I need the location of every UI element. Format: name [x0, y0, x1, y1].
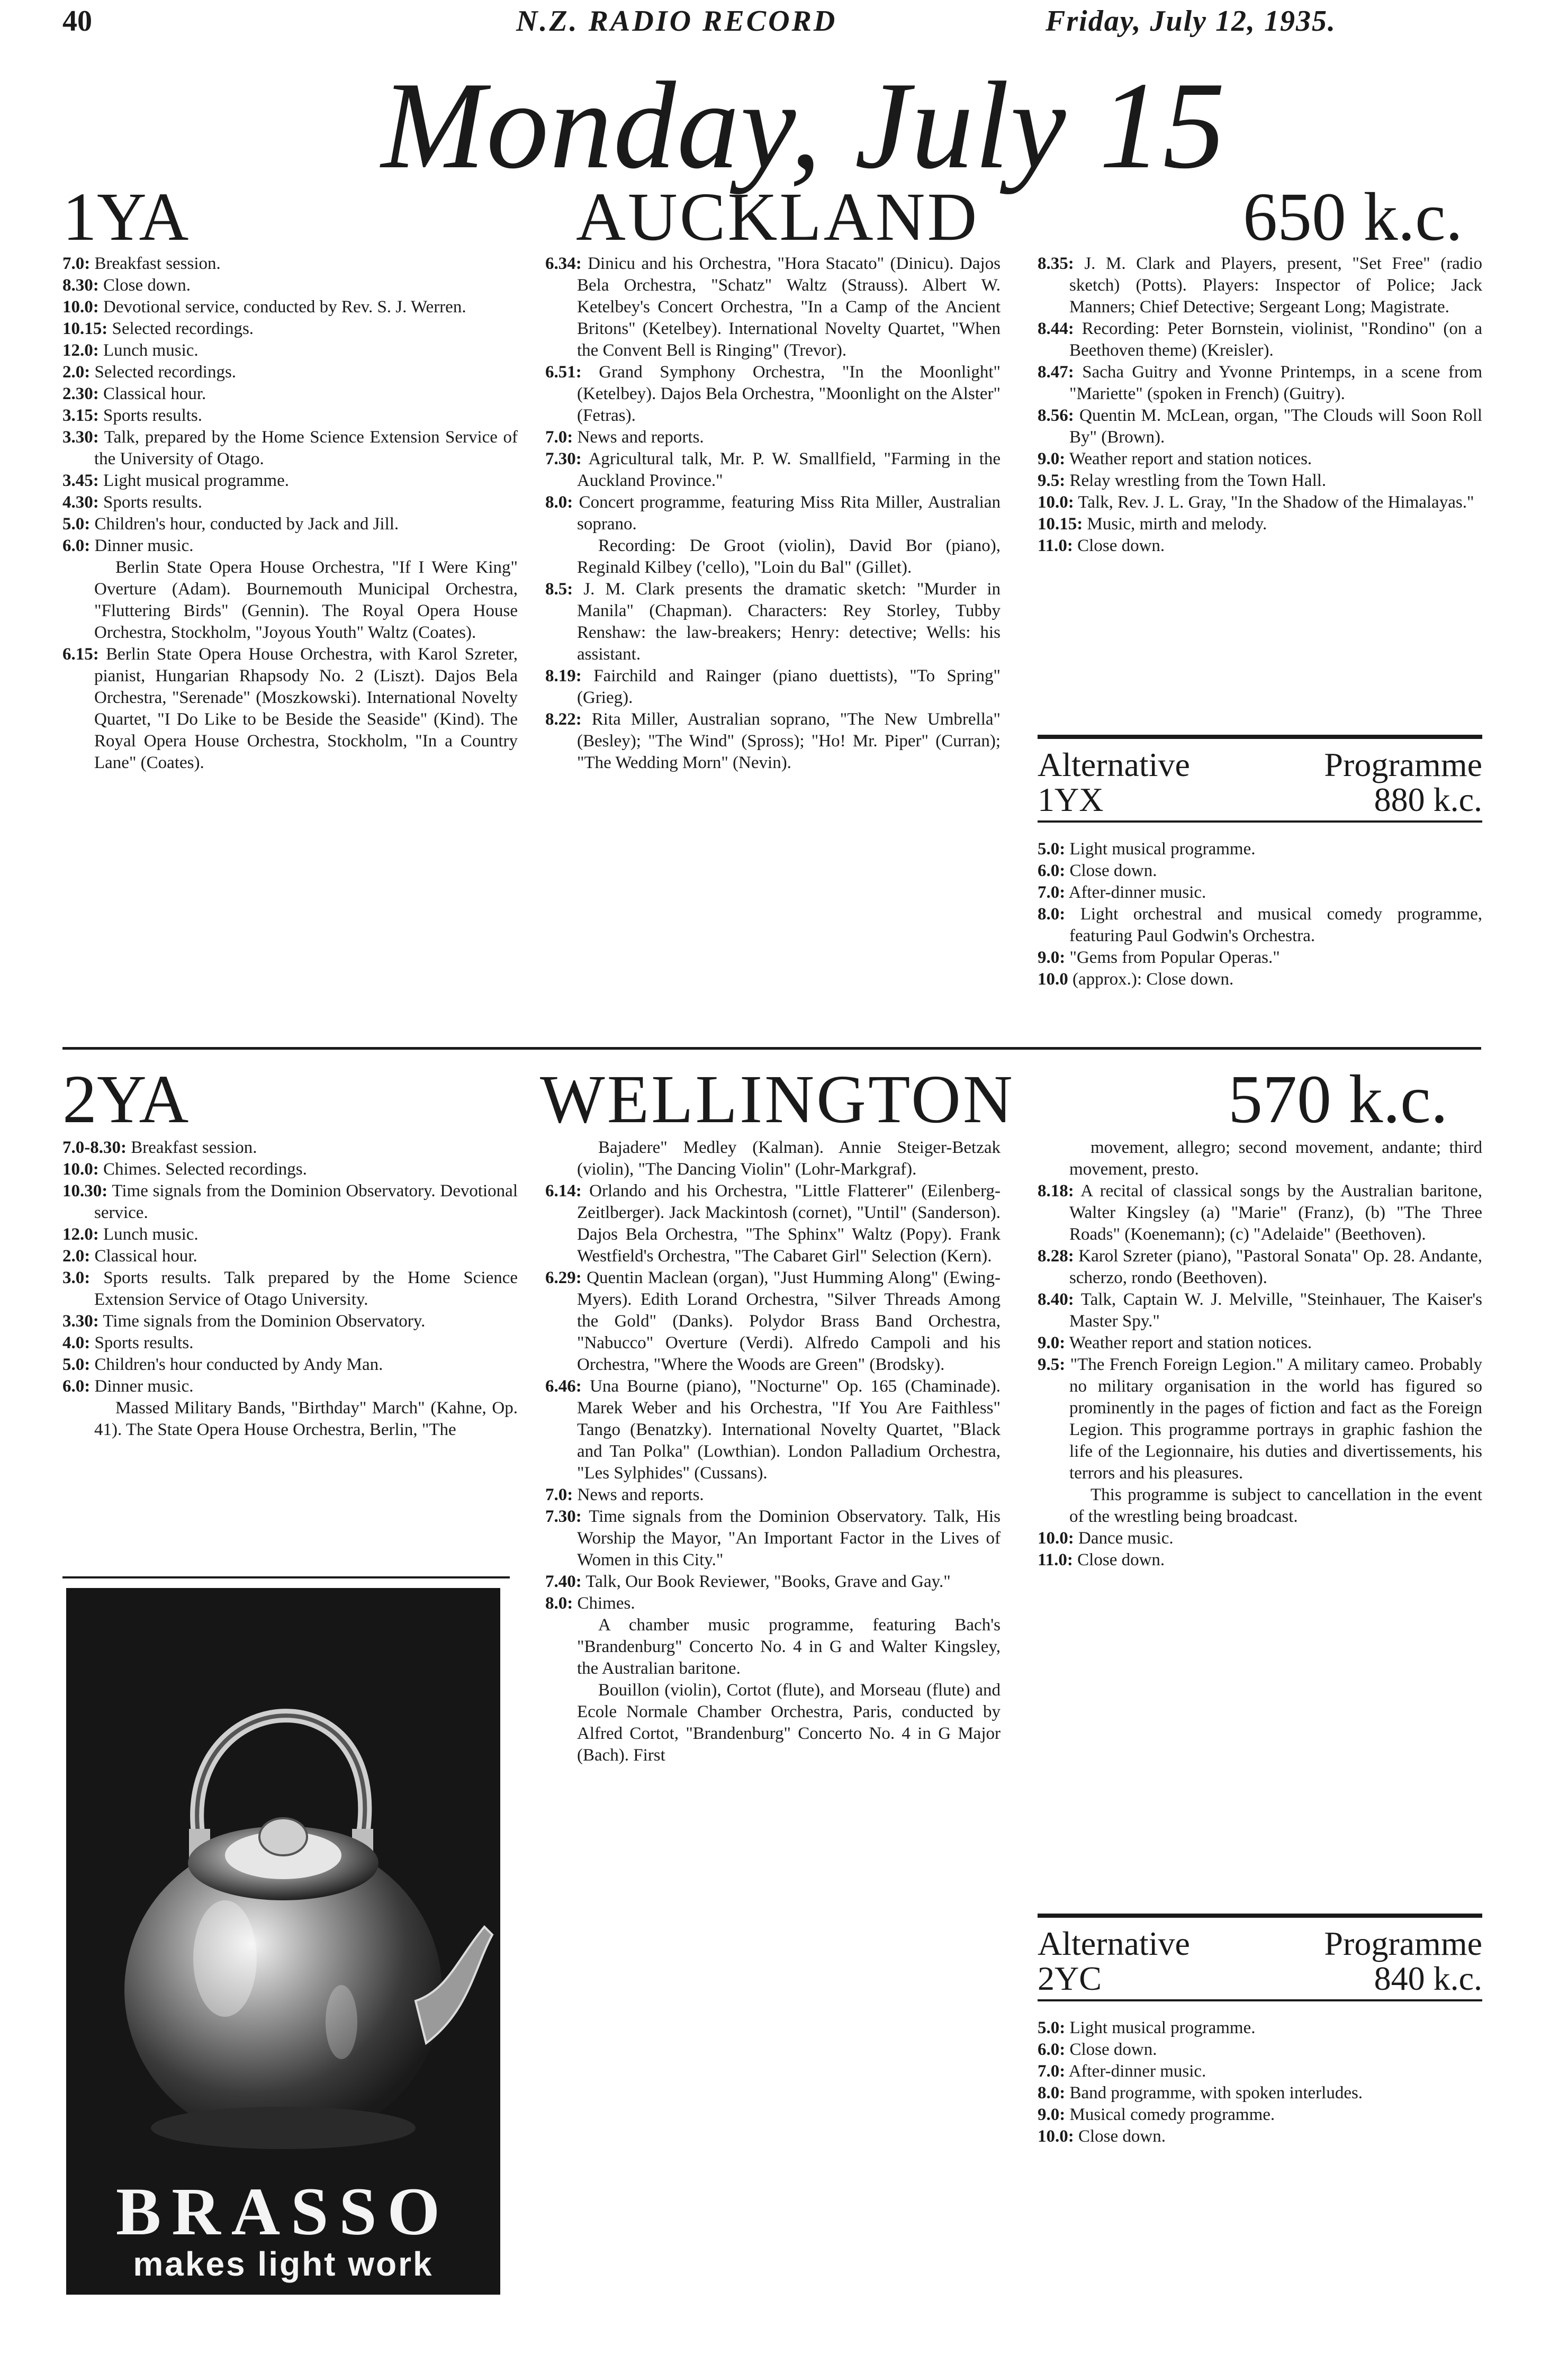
schedule-column-1ya-a	[62, 253, 518, 774]
entry-time: 10.0	[1038, 970, 1068, 989]
entry-text: Light orchestral and musical comedy programme, featuring Paul Godwin's Orchestra.	[1069, 905, 1482, 945]
schedule-column-2ya-a	[62, 1137, 518, 1441]
alt-label: Alternative	[1038, 1925, 1190, 1962]
schedule-entry	[1038, 513, 1482, 535]
schedule-entry	[62, 644, 518, 774]
entry-text: Dinner music.	[94, 536, 194, 555]
schedule-entry	[62, 275, 518, 296]
entry-text: Time signals from the Dominion Observatory. Talk, His Worship the Mayor, "An Important Factor in the Lives of Women in this City."	[577, 1507, 1001, 1569]
entry-time: 10.0:	[1038, 2127, 1074, 2146]
entry-text: Concert programme, featuring Miss Rita Miller, Australian soprano.	[577, 493, 1001, 534]
alt-frequency: 840 k.c.	[1374, 1960, 1482, 1997]
entry-text: Karol Szreter (piano), "Pastoral Sonata" Op. 28. Andante, scherzo, rondo (Beethoven).	[1069, 1247, 1482, 1287]
entry-text: Classical hour.	[103, 384, 206, 403]
entry-text: "Gems from Popular Operas."	[1069, 948, 1280, 967]
schedule-column-1ya-c	[1038, 253, 1482, 557]
entry-time: 10.15:	[62, 319, 108, 338]
station-city-auckland: AUCKLAND	[576, 179, 979, 255]
entry-time: 8.0:	[1038, 2083, 1066, 2103]
station-city-wellington: WELLINGTON	[540, 1061, 1015, 1138]
entry-text: Una Bourne (piano), "Nocturne" Op. 165 (Chaminade). Marek Weber and his Orchestra, "If You Are Faithless" Tango (Benatzky). International Novelty Quartet, "Black and Tan Polka" (Lowthian). London Palladium Orchestra, "Les Sylphides" (Cussans).	[577, 1377, 1001, 1483]
entry-time: 9.5:	[1038, 471, 1066, 490]
day-title: Monday, July 15	[381, 57, 1227, 195]
entry-text: Sports results.	[103, 493, 203, 512]
entry-time: 2.0:	[62, 1247, 91, 1266]
schedule-entry	[1038, 860, 1482, 882]
schedule-entry	[62, 253, 518, 275]
schedule-entry	[545, 1267, 1001, 1376]
entry-time: 8.0:	[545, 493, 573, 512]
schedule-entry	[62, 427, 518, 470]
entry-time: 2.30:	[62, 384, 99, 403]
entry-time: 3.45:	[62, 471, 99, 490]
entry-text: Time signals from the Dominion Observatory. Devotional service.	[94, 1181, 518, 1222]
schedule-entry	[545, 448, 1001, 492]
entry-time: 5.0:	[1038, 2018, 1066, 2037]
entry-time: 7.40:	[545, 1572, 582, 1591]
entry-time: 6.0:	[62, 1377, 91, 1396]
schedule-entry	[1038, 1484, 1482, 1528]
entry-text: Light musical programme.	[103, 471, 289, 490]
entry-time: 10.15:	[1038, 515, 1083, 534]
entry-time: 7.0:	[1038, 883, 1066, 902]
entry-text: "The French Foreign Legion." A military cameo. Probably no military organisation in the world has figured so prominently in the pages of fiction and fact as the Foreign Legion. This programme portrays in graphic fashion the life of the Legionnaire, his duties and divertissements, his terrors and his pleasures.	[1069, 1355, 1483, 1483]
schedule-entry	[1038, 492, 1482, 513]
schedule-entry	[545, 665, 1001, 709]
schedule-entry	[545, 1137, 1001, 1180]
schedule-entry	[62, 340, 518, 362]
entry-text: Weather report and station notices.	[1069, 1333, 1312, 1352]
schedule-entry	[1038, 1180, 1482, 1246]
entry-text: Breakfast session.	[94, 254, 221, 273]
schedule-entry	[62, 1354, 518, 1376]
entry-time: 8.22:	[545, 710, 582, 729]
entry-text: Musical comedy programme.	[1069, 2105, 1275, 2124]
schedule-entry	[62, 513, 518, 535]
entry-text: Sacha Guitry and Yvonne Printemps, in a scene from "Mariette" (spoken in French) (Guitry).	[1069, 363, 1482, 403]
schedule-entry	[1038, 2017, 1482, 2039]
station-call-2ya: 2YA	[62, 1061, 189, 1138]
entry-time: 7.0:	[545, 428, 573, 447]
entry-text: (approx.): Close down.	[1073, 970, 1234, 989]
entry-text: Music, mirth and melody.	[1087, 515, 1267, 534]
schedule-entry	[545, 1614, 1001, 1680]
entry-time: 8.5:	[545, 580, 573, 599]
alt-call: 2YC	[1038, 1960, 1102, 1997]
publication-title: N.Z. RADIO RECORD	[516, 5, 837, 38]
entry-text: Relay wrestling from the Town Hall.	[1069, 471, 1327, 490]
schedule-entry	[1038, 947, 1482, 969]
entry-time: 6.0:	[62, 536, 91, 555]
entry-text: Bouillon (violin), Cortot (flute), and Morseau (flute) and Ecole Normale Chamber Orchestra, Paris, conducted by Alfred Cortot, "Brandenburg" Concerto No. 4 in G Major (Bach). First	[577, 1681, 1001, 1765]
entry-text: Classical hour.	[94, 1247, 197, 1266]
entry-time: 9.0:	[1038, 1333, 1066, 1352]
alt-frequency: 880 k.c.	[1374, 781, 1482, 818]
entry-text: Selected recordings.	[94, 363, 237, 382]
entry-text: Quentin M. McLean, organ, "The Clouds will Soon Roll By" (Brown).	[1069, 406, 1482, 447]
entry-time: 6.51:	[545, 363, 582, 382]
schedule-entry	[1038, 838, 1482, 860]
issue-date: Friday, July 12, 1935.	[1046, 5, 1337, 38]
schedule-entry	[545, 1593, 1001, 1614]
alt-programme-label: Programme	[1324, 1925, 1482, 1962]
entry-time: 6.0:	[1038, 2040, 1066, 2059]
schedule-entry	[1038, 1528, 1482, 1549]
entry-time: 9.0:	[1038, 2105, 1066, 2124]
section-divider	[62, 1047, 1481, 1050]
schedule-entry	[545, 1680, 1001, 1766]
entry-time: 3.30:	[62, 428, 99, 447]
entry-time: 6.46:	[545, 1377, 582, 1396]
entry-time: 8.19:	[545, 666, 582, 685]
schedule-entry	[1038, 1332, 1482, 1354]
entry-time: 8.18:	[1038, 1181, 1074, 1201]
entry-time: 9.5:	[1038, 1355, 1066, 1374]
schedule-entry	[1038, 362, 1482, 405]
entry-time: 11.0:	[1038, 536, 1073, 555]
alt-call: 1YX	[1038, 781, 1104, 818]
entry-text: A recital of classical songs by the Australian baritone, Walter Kingsley (a) "Marie" (Franz), (b) "The Three Roads" (Koenemann); (c) "Adelaide" (Beethoven).	[1069, 1181, 1482, 1244]
schedule-entry	[1038, 1289, 1482, 1332]
entry-time: 10.0:	[1038, 1529, 1074, 1548]
entry-time: 7.30:	[545, 1507, 582, 1526]
entry-time: 4.30:	[62, 493, 99, 512]
entry-time: 6.0:	[1038, 861, 1066, 880]
entry-time: 8.0:	[1038, 905, 1066, 924]
alt-schedule-1yx	[1038, 838, 1482, 990]
entry-text: Devotional service, conducted by Rev. S. J. Werren.	[103, 297, 466, 317]
entry-text: A chamber music programme, featuring Bach's "Brandenburg" Concerto No. 4 in G and Walter Kingsley, the Australian baritone.	[577, 1616, 1001, 1678]
entry-time: 7.0-8.30:	[62, 1138, 127, 1157]
entry-time: 8.40:	[1038, 1290, 1074, 1309]
entry-text: Band programme, with spoken interludes.	[1069, 2083, 1363, 2103]
entry-time: 2.0:	[62, 363, 91, 382]
entry-time: 8.44:	[1038, 319, 1074, 338]
entry-text: News and reports.	[577, 428, 704, 447]
entry-time: 5.0:	[1038, 840, 1066, 859]
entry-text: J. M. Clark presents the dramatic sketch: "Murder in Manila" (Chapman). Characters: Rey Storley, Tubby Renshaw: the law-breakers; Henry: detective; Wells: his assistant.	[577, 580, 1001, 664]
schedule-column-2ya-c	[1038, 1137, 1482, 1571]
entry-text: After-dinner music.	[1068, 883, 1206, 902]
entry-time: 10.30:	[62, 1181, 108, 1201]
entry-text: Close down.	[1078, 2127, 1166, 2146]
schedule-entry	[1038, 470, 1482, 492]
entry-text: Talk, Captain W. J. Melville, "Steinhauer, The Kaiser's Master Spy."	[1069, 1290, 1482, 1331]
schedule-entry	[62, 296, 518, 318]
schedule-entry	[1038, 904, 1482, 947]
entry-text: Bajadere" Medley (Kalman). Annie Steiger-Betzak (violin), "The Dancing Violin" (Lohr-Markgraf).	[577, 1138, 1001, 1179]
schedule-entry	[1038, 2104, 1482, 2126]
entry-time: 10.0:	[62, 297, 99, 317]
schedule-entry	[1038, 448, 1482, 470]
entry-time: 7.30:	[545, 449, 582, 468]
entry-text: Massed Military Bands, "Birthday" March" (Kahne, Op. 41). The State Opera House Orchestra, Berlin, "The	[94, 1398, 518, 1439]
alt-schedule-2yc	[1038, 2017, 1482, 2148]
brand-slogan: makes light work	[133, 2245, 434, 2283]
schedule-column-1ya-b	[545, 253, 1001, 774]
entry-text: Sports results.	[94, 1333, 194, 1352]
entry-text: movement, allegro; second movement, andante; third movement, presto.	[1069, 1138, 1482, 1179]
entry-time: 9.0:	[1038, 449, 1066, 468]
schedule-entry	[62, 535, 518, 557]
schedule-column-2ya-b	[545, 1137, 1001, 1766]
schedule-entry	[1038, 2126, 1482, 2148]
schedule-entry	[545, 1484, 1001, 1506]
entry-text: Talk, Our Book Reviewer, "Books, Grave and Gay."	[585, 1572, 951, 1591]
entry-time: 6.15:	[62, 645, 99, 664]
schedule-entry	[62, 362, 518, 383]
schedule-entry	[62, 383, 518, 405]
schedule-entry	[62, 1246, 518, 1267]
entry-time: 8.56:	[1038, 406, 1074, 425]
schedule-entry	[62, 1267, 518, 1311]
entry-time: 4.0:	[62, 1333, 91, 1352]
entry-text: Recording: De Groot (violin), David Bor (piano), Reginald Kilbey ('cello), "Loin du Bal" (Gillet).	[577, 536, 1001, 577]
entry-time: 7.0:	[62, 254, 91, 273]
entry-time: 8.47:	[1038, 363, 1074, 382]
schedule-entry	[62, 492, 518, 513]
schedule-entry	[62, 1311, 518, 1332]
entry-text: This programme is subject to cancellation in the event of the wrestling being broadcast.	[1069, 1485, 1482, 1526]
alternative-programme-2yc	[1038, 1914, 1482, 2148]
entry-text: Close down.	[1069, 2040, 1157, 2059]
entry-text: J. M. Clark and Players, present, "Set Free" (radio sketch) (Potts). Players: Inspector of Police; Jack Manners; Chief Detective; Sergeant Long; Magistrate.	[1069, 254, 1482, 317]
entry-text: Close down.	[103, 276, 191, 295]
entry-text: Lunch music.	[103, 1225, 199, 1244]
schedule-entry	[1038, 2039, 1482, 2061]
entry-text: Berlin State Opera House Orchestra, with Karol Szreter, pianist, Hungarian Rhapsody No. 2 (Liszt). Dajos Bela Orchestra, "Serenade" (Moszkowski). International Novelty Quartet, "I Do Like to be Beside the Seaside" (Kind). The Royal Opera House Orchestra, Stockholm, "In a Country Lane" (Coates).	[94, 645, 518, 772]
entry-text: Lunch music.	[103, 341, 199, 360]
schedule-entry	[545, 1180, 1001, 1267]
entry-time: 6.34:	[545, 254, 582, 273]
schedule-entry	[545, 579, 1001, 665]
schedule-entry	[1038, 1137, 1482, 1180]
entry-text: Close down.	[1069, 861, 1157, 880]
entry-text: Children's hour conducted by Andy Man.	[94, 1355, 383, 1374]
brand-name: BRASSO	[115, 2174, 451, 2249]
entry-text: Orlando and his Orchestra, "Little Flatterer" (Eilenberg-Zeitlberger). Jack Mackintosh (cornet), "Until" (Sanderson). Dajos Bela Orchestra, "The Sphinx" Waltz (Popy). Frank Westfield's Orchestra, "The Cabaret Girl" Selection (Kern).	[577, 1181, 1001, 1266]
entry-text: Talk, Rev. J. L. Gray, "In the Shadow of the Himalayas."	[1078, 493, 1474, 512]
schedule-entry	[1038, 535, 1482, 557]
schedule-entry	[1038, 2061, 1482, 2082]
schedule-entry	[1038, 405, 1482, 448]
entry-text: Dance music.	[1078, 1529, 1174, 1548]
entry-text: Light musical programme.	[1069, 2018, 1256, 2037]
entry-time: 3.15:	[62, 406, 99, 425]
entry-time: 11.0:	[1038, 1550, 1073, 1569]
advert-divider	[62, 1576, 510, 1578]
entry-time: 12.0:	[62, 1225, 99, 1244]
schedule-entry	[545, 492, 1001, 535]
entry-time: 5.0:	[62, 1355, 91, 1374]
entry-text: Fairchild and Rainger (piano duettists), "To Spring" (Grieg).	[577, 666, 1001, 707]
entry-text: Quentin Maclean (organ), "Just Humming Along" (Ewing-Myers). Edith Lorand Orchestra, "Silver Threads Among the Gold" (Danks). Polydor Brass Band Orchestra, "Nabucco" Overture (Verdi). Alfredo Campoli and his Orchestra, "Where the Woods are Green" (Brodsky).	[577, 1268, 1001, 1374]
station-frequency-2ya: 570 k.c.	[1228, 1061, 1448, 1138]
schedule-entry	[1038, 1246, 1482, 1289]
entry-time: 12.0:	[62, 341, 99, 360]
entry-time: 7.0:	[545, 1485, 573, 1504]
schedule-entry	[545, 253, 1001, 362]
schedule-entry	[62, 1376, 518, 1397]
schedule-entry	[545, 1376, 1001, 1484]
entry-time: 8.0:	[545, 1594, 573, 1613]
entry-text: Time signals from the Dominion Observatory.	[103, 1312, 426, 1331]
schedule-entry	[545, 1506, 1001, 1571]
schedule-entry	[1038, 882, 1482, 904]
entry-text: Chimes.	[577, 1594, 635, 1613]
entry-text: Sports results.	[103, 406, 203, 425]
entry-time: 5.0:	[62, 515, 91, 534]
schedule-entry	[1038, 969, 1482, 990]
entry-text: Talk, prepared by the Home Science Extension Service of the University of Otago.	[94, 428, 518, 468]
entry-time: 8.30:	[62, 276, 99, 295]
entry-time: 7.0:	[1038, 2062, 1066, 2081]
entry-text: News and reports.	[577, 1485, 704, 1504]
entry-text: Breakfast session.	[131, 1138, 257, 1157]
entry-time: 6.14:	[545, 1181, 582, 1201]
entry-time: 8.35:	[1038, 254, 1074, 273]
entry-time: 10.0:	[62, 1160, 99, 1179]
entry-text: Selected recordings.	[112, 319, 254, 338]
entry-text: Rita Miller, Australian soprano, "The New Umbrella" (Besley); "The Wind" (Spross); "Ho! Mr. Piper" (Curran); "The Wedding Morn" (Nevin).	[577, 710, 1001, 772]
entry-text: Dinner music.	[94, 1377, 194, 1396]
entry-text: Agricultural talk, Mr. P. W. Smallfield, "Farming in the Auckland Province."	[577, 449, 1001, 490]
schedule-entry	[62, 1159, 518, 1180]
schedule-entry	[545, 362, 1001, 427]
entry-time: 3.0:	[62, 1268, 91, 1287]
schedule-entry	[62, 405, 518, 427]
schedule-entry	[62, 1137, 518, 1159]
entry-text: Children's hour, conducted by Jack and Jill.	[94, 515, 399, 534]
schedule-entry	[1038, 1549, 1482, 1571]
schedule-entry	[62, 557, 518, 644]
entry-text: Close down.	[1077, 536, 1165, 555]
entry-text: Recording: Peter Bornstein, violinist, "Rondino" (on a Beethoven theme) (Kreisler).	[1069, 319, 1483, 360]
entry-time: 3.30:	[62, 1312, 99, 1331]
schedule-entry	[62, 1180, 518, 1224]
entry-text: Weather report and station notices.	[1069, 449, 1312, 468]
entry-time: 10.0:	[1038, 493, 1074, 512]
entry-time: 8.28:	[1038, 1247, 1074, 1266]
schedule-entry	[1038, 318, 1482, 362]
schedule-entry	[62, 1397, 518, 1441]
brasso-advertisement	[66, 1588, 500, 2295]
entry-text: Dinicu and his Orchestra, "Hora Stacato" (Dinicu). Dajos Bela Orchestra, "Schatz" Waltz (Strauss). Albert W. Ketelbey's Concert Orchestra, "In a Camp of the Ancient Britons" (Ketelbey). International Novelty Quartet, "When the Convent Bell is Ringing" (Trevor).	[577, 254, 1001, 360]
page-number: 40	[62, 5, 92, 38]
entry-text: Close down.	[1077, 1550, 1165, 1569]
schedule-entry	[1038, 1354, 1482, 1484]
alt-label: Alternative	[1038, 746, 1190, 783]
alt-programme-label: Programme	[1324, 746, 1482, 783]
entry-time: 6.29:	[545, 1268, 582, 1287]
entry-text: Sports results. Talk prepared by the Home Science Extension Service of Otago University.	[94, 1268, 518, 1309]
station-frequency-1ya: 650 k.c.	[1243, 179, 1463, 255]
schedule-entry	[1038, 253, 1482, 318]
entry-text: Berlin State Opera House Orchestra, "If I Were King" Overture (Adam). Bournemouth Municipal Orchestra, "Fluttering Birds" (Gennin). The Royal Opera House Orchestra, Stockholm, "Joyous Youth" Waltz (Coates).	[94, 558, 518, 642]
entry-time: 9.0:	[1038, 948, 1066, 967]
schedule-entry	[545, 709, 1001, 774]
schedule-entry	[545, 1571, 1001, 1593]
schedule-entry	[1038, 2082, 1482, 2104]
schedule-entry	[545, 427, 1001, 448]
schedule-entry	[62, 318, 518, 340]
schedule-entry	[62, 470, 518, 492]
alternative-programme-1yx	[1038, 735, 1482, 990]
schedule-entry	[62, 1224, 518, 1246]
schedule-entry	[545, 535, 1001, 579]
station-call-1ya: 1YA	[62, 179, 189, 255]
entry-text: Chimes. Selected recordings.	[103, 1160, 307, 1179]
entry-text: Grand Symphony Orchestra, "In the Moonlight" (Ketelbey). Dajos Bela Orchestra, "Moonlight on the Alster" (Fetras).	[577, 363, 1001, 425]
entry-text: After-dinner music.	[1068, 2062, 1206, 2081]
schedule-entry	[62, 1332, 518, 1354]
entry-text: Light musical programme.	[1069, 840, 1256, 859]
